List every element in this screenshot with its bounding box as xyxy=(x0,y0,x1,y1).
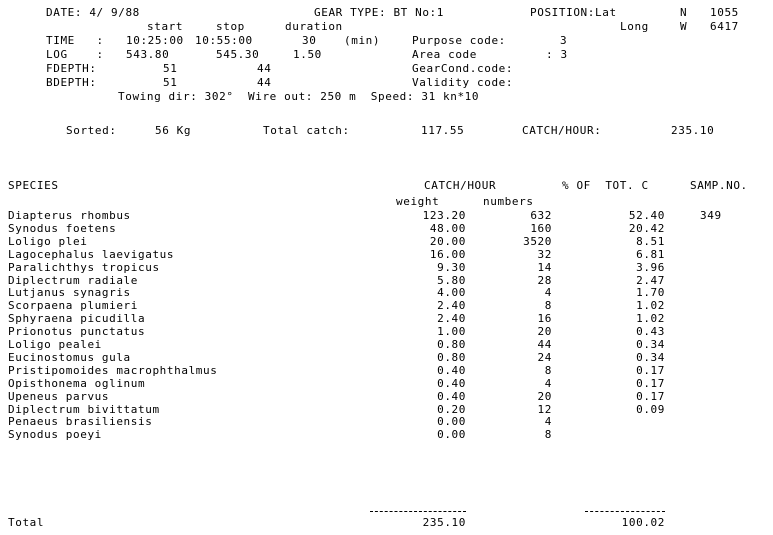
species-name: Synodus foetens xyxy=(8,221,117,235)
weight-value: 9.30 xyxy=(437,260,466,274)
weight-total-rule xyxy=(370,511,466,512)
table-row xyxy=(0,274,773,287)
total-catch-label: Total catch: xyxy=(263,124,350,137)
position-label: POSITION:Lat xyxy=(530,6,617,19)
total-weight: 235.10 xyxy=(422,516,466,529)
weight-value: 0.00 xyxy=(437,428,466,442)
numbers-value: 8 xyxy=(544,299,552,313)
weight-value: 0.00 xyxy=(437,415,466,429)
table-row xyxy=(0,312,773,325)
catch-hour-header: CATCH/HOUR xyxy=(424,179,497,192)
table-row xyxy=(0,286,773,299)
fdepth-label: FDEPTH: xyxy=(46,62,97,75)
purpose-code-label: Purpose code: xyxy=(412,34,506,47)
species-name: Diplectrum bivittatum xyxy=(8,402,160,416)
weight-value: 0.20 xyxy=(437,402,466,416)
log-label: LOG : xyxy=(46,48,104,61)
lat-value: 1055 xyxy=(710,6,739,19)
table-row xyxy=(0,377,773,390)
pct-value: 2.47 xyxy=(636,273,665,287)
pct-value: 1.02 xyxy=(636,299,665,313)
samp-value: 349 xyxy=(700,209,722,222)
numbers-value: 4 xyxy=(544,286,552,300)
total-pct: 100.02 xyxy=(621,516,665,529)
numbers-value: 8 xyxy=(544,428,552,442)
log-start: 543.80 xyxy=(126,48,170,61)
col-start: start xyxy=(147,20,184,33)
species-name: Lagocephalus laevigatus xyxy=(8,247,175,261)
validity-label: Validity code: xyxy=(412,76,514,89)
species-name: Paralichthys tropicus xyxy=(8,260,160,274)
pct-value: 1.02 xyxy=(636,312,665,326)
table-row xyxy=(0,325,773,338)
gearcond-label: GearCond.code: xyxy=(412,62,514,75)
weight-value: 4.00 xyxy=(437,286,466,300)
numbers-value: 8 xyxy=(544,363,552,377)
species-name: Lutjanus synagris xyxy=(8,286,131,300)
log-diff: 1.50 xyxy=(293,48,322,61)
numbers-value: 4 xyxy=(544,415,552,429)
pct-value: 1.70 xyxy=(636,286,665,300)
time-stop: 10:55:00 xyxy=(195,34,253,47)
table-row xyxy=(0,364,773,377)
numbers-header: numbers xyxy=(483,195,534,208)
total-label: Total xyxy=(8,516,45,529)
table-row xyxy=(0,351,773,364)
pct-value: 0.34 xyxy=(636,338,665,351)
numbers-value: 16 xyxy=(537,312,552,326)
numbers-value: 28 xyxy=(537,273,552,287)
numbers-value: 24 xyxy=(537,350,552,364)
weight-value: 2.40 xyxy=(437,312,466,326)
numbers-value: 44 xyxy=(537,338,552,351)
table-row xyxy=(0,209,773,222)
weight-value: 123.20 xyxy=(422,209,466,222)
weight-value: 0.40 xyxy=(437,363,466,377)
date: DATE: 4/ 9/88 xyxy=(46,6,140,19)
table-row xyxy=(0,390,773,403)
table-row xyxy=(0,403,773,416)
table-row xyxy=(0,222,773,235)
area-code-value: : 3 xyxy=(546,48,568,61)
numbers-value: 20 xyxy=(537,325,552,339)
pct-value: 0.17 xyxy=(636,389,665,403)
weight-value: 20.00 xyxy=(429,234,466,248)
bdepth-start: 51 xyxy=(163,76,178,89)
numbers-value: 160 xyxy=(530,221,552,235)
table-row xyxy=(0,428,773,441)
table-row xyxy=(0,261,773,274)
species-name: Diapterus rhombus xyxy=(8,209,131,222)
catch-hour-value: 235.10 xyxy=(671,124,715,137)
towing-line: Towing dir: 302° Wire out: 250 m Speed: 31 kn*10 xyxy=(118,90,480,103)
species-name: Scorpaena plumieri xyxy=(8,299,139,313)
time-unit: (min) xyxy=(344,34,381,47)
area-code-label: Area code xyxy=(412,48,478,61)
gear-type: GEAR TYPE: BT No:1 xyxy=(314,6,445,19)
col-duration: duration xyxy=(285,20,343,33)
table-row xyxy=(0,235,773,248)
total-catch-value: 117.55 xyxy=(421,124,465,137)
fdepth-stop: 44 xyxy=(257,62,272,75)
species-name: Opisthonema oglinum xyxy=(8,376,146,390)
long-dir: W xyxy=(680,20,688,33)
weight-value: 0.80 xyxy=(437,338,466,351)
species-name: Penaeus brasiliensis xyxy=(8,415,153,429)
bdepth-stop: 44 xyxy=(257,76,272,89)
pct-value: 52.40 xyxy=(628,209,665,222)
time-start: 10:25:00 xyxy=(126,34,184,47)
bdepth-label: BDEPTH: xyxy=(46,76,97,89)
pct-total-header: % OF TOT. C xyxy=(562,179,649,192)
species-name: Pristipomoides macrophthalmus xyxy=(8,363,218,377)
table-row xyxy=(0,299,773,312)
numbers-value: 4 xyxy=(544,376,552,390)
weight-value: 1.00 xyxy=(437,325,466,339)
table-row xyxy=(0,415,773,428)
pct-value: 0.43 xyxy=(636,325,665,339)
species-name: Loligo plei xyxy=(8,234,88,248)
pct-value: 6.81 xyxy=(636,247,665,261)
purpose-code-value: 3 xyxy=(560,34,568,47)
weight-value: 16.00 xyxy=(429,247,466,261)
sorted-value: 56 Kg xyxy=(155,124,192,137)
pct-value: 0.09 xyxy=(636,402,665,416)
numbers-value: 632 xyxy=(530,209,552,222)
weight-value: 5.80 xyxy=(437,273,466,287)
species-name: Loligo pealei xyxy=(8,338,102,351)
numbers-value: 14 xyxy=(537,260,552,274)
pct-value: 3.96 xyxy=(636,260,665,274)
weight-value: 0.40 xyxy=(437,376,466,390)
weight-value: 0.80 xyxy=(437,350,466,364)
pct-value: 0.34 xyxy=(636,350,665,364)
long-value: 6417 xyxy=(710,20,739,33)
numbers-value: 20 xyxy=(537,389,552,403)
weight-header: weight xyxy=(396,195,440,208)
long-label: Long xyxy=(620,20,649,33)
numbers-value: 12 xyxy=(537,402,552,416)
table-row xyxy=(0,338,773,351)
species-name: Eucinostomus gula xyxy=(8,350,131,364)
weight-value: 2.40 xyxy=(437,299,466,313)
species-header: SPECIES xyxy=(8,179,59,192)
time-duration: 30 xyxy=(302,34,317,47)
lat-dir: N xyxy=(680,6,688,19)
pct-value: 0.17 xyxy=(636,363,665,377)
sorted-label: Sorted: xyxy=(66,124,117,137)
species-name: Sphyraena picudilla xyxy=(8,312,146,326)
pct-value: 20.42 xyxy=(628,221,665,235)
samp-no-header: SAMP.NO. xyxy=(690,179,748,192)
pct-value: 8.51 xyxy=(636,234,665,248)
catch-hour-label: CATCH/HOUR: xyxy=(522,124,602,137)
numbers-value: 32 xyxy=(537,247,552,261)
table-row xyxy=(0,248,773,261)
species-name: Prionotus punctatus xyxy=(8,325,146,339)
col-stop: stop xyxy=(216,20,245,33)
weight-value: 0.40 xyxy=(437,389,466,403)
species-name: Synodus poeyi xyxy=(8,428,102,442)
weight-value: 48.00 xyxy=(429,221,466,235)
species-name: Upeneus parvus xyxy=(8,389,110,403)
pct-total-rule xyxy=(585,511,665,512)
pct-value: 0.17 xyxy=(636,376,665,390)
time-label: TIME : xyxy=(46,34,104,47)
fdepth-start: 51 xyxy=(163,62,178,75)
species-name: Diplectrum radiale xyxy=(8,273,139,287)
numbers-value: 3520 xyxy=(523,234,552,248)
log-stop: 545.30 xyxy=(216,48,260,61)
